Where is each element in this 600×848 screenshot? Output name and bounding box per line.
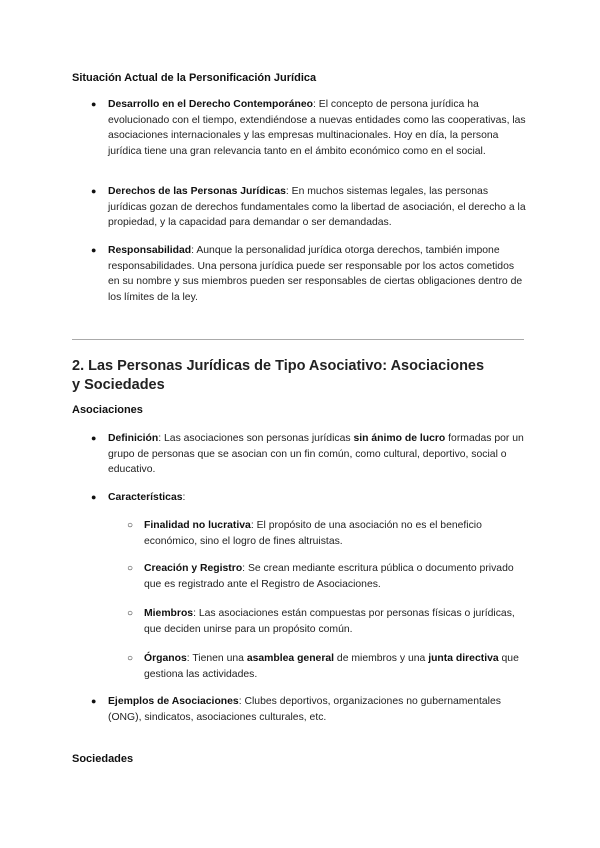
item-emphasis: asamblea general xyxy=(246,653,335,664)
item-label: Responsabilidad xyxy=(108,245,192,256)
item-label: Creación y Registro xyxy=(144,563,243,574)
item-label: Características xyxy=(108,492,183,503)
item-label: Miembros xyxy=(144,608,194,619)
sublist-item-creacion xyxy=(144,561,528,592)
item-emphasis: junta directiva xyxy=(428,653,499,664)
sublist-item-finalidad xyxy=(144,518,528,549)
list-item-derechos xyxy=(108,184,528,231)
list-item-desarrollo xyxy=(108,97,528,159)
horizontal-divider xyxy=(72,339,524,340)
item-text: : Aunque la personalidad jurídica otorga derechos, también impone responsabilidades. Una persona jurídica puede ser responsable por los actos cometidos en su nombre y sus miembros pueden ser responsables de ciertas obligaciones dentro de los límites de la ley. xyxy=(108,245,523,303)
list-item-responsabilidad xyxy=(108,243,528,305)
item-text: formadas por un grupo de personas que se asocian con un fin común, como cultural, deportivo, social o educativo. xyxy=(108,433,524,476)
bullet-filled: ● xyxy=(91,433,97,443)
list-item-ejemplos xyxy=(108,694,528,725)
sublist-item-miembros xyxy=(144,606,528,637)
subheading-sociedades: Sociedades xyxy=(72,753,134,765)
item-emphasis: sin ánimo de lucro xyxy=(353,433,446,444)
bullet-hollow: ○ xyxy=(127,520,134,531)
bullet-hollow: ○ xyxy=(127,563,134,574)
item-text: : El concepto de persona jurídica ha evolucionado con el tiempo, extendiéndose a nuevas entidades como las cooperativas, las asociaciones internacionales y las empresas multinacionales. Hoy en día, la persona jurídica tiene una gran relevancia tanto en el ámbito económico como en el social. xyxy=(108,99,526,157)
item-text: : Las asociaciones están compuestas por personas físicas o jurídicas, que deciden unirse para un propósito común. xyxy=(144,608,515,635)
item-text: : Se crean mediante escritura pública o documento privado que es registrado ante el Registro de Asociaciones. xyxy=(144,563,514,590)
item-text: : xyxy=(182,492,186,503)
sublist-item-organos xyxy=(144,651,528,682)
item-text: : Tienen una xyxy=(186,653,247,664)
list-item-definicion xyxy=(108,431,528,478)
item-text: : Clubes deportivos, organizaciones no gubernamentales (ONG), sindicatos, asociaciones culturales, etc. xyxy=(108,696,501,723)
item-label: Finalidad no lucrativa xyxy=(144,520,251,531)
list-item-caracteristicas xyxy=(108,490,528,506)
item-label: Definición xyxy=(108,433,159,444)
item-label: Desarrollo en el Derecho Contemporáneo xyxy=(108,99,313,110)
item-label: Órganos xyxy=(144,653,187,664)
bullet-filled: ● xyxy=(91,696,97,706)
item-text: : Las asociaciones son personas jurídicas xyxy=(158,433,354,444)
item-label: Derechos de las Personas Jurídicas xyxy=(108,186,286,197)
subheading-asociaciones: Asociaciones xyxy=(72,404,143,416)
item-text: de miembros y una xyxy=(334,653,429,664)
item-text: : El propósito de una asociación no es el beneficio económico, sino el logro de fines altruistas. xyxy=(144,520,482,547)
bullet-filled: ● xyxy=(91,99,97,109)
item-text: : En muchos sistemas legales, las personas jurídicas gozan de derechos fundamentales como la libertad de asociación, el derecho a la propiedad, y la capacidad para demandar o ser demandadas. xyxy=(108,186,526,229)
item-text: que gestiona las actividades. xyxy=(144,653,519,680)
section-heading-situacion: Situación Actual de la Personificación Jurídica xyxy=(72,72,317,84)
bullet-filled: ● xyxy=(91,245,97,255)
bullet-filled: ● xyxy=(91,186,97,196)
bullet-hollow: ○ xyxy=(127,653,134,664)
bullet-filled: ● xyxy=(91,492,97,502)
item-label: Ejemplos de Asociaciones xyxy=(108,696,239,707)
bullet-hollow: ○ xyxy=(127,608,134,619)
section-heading-personas-asociativo: 2. Las Personas Jurídicas de Tipo Asociativo: Asociaciones y Sociedades xyxy=(72,358,485,393)
